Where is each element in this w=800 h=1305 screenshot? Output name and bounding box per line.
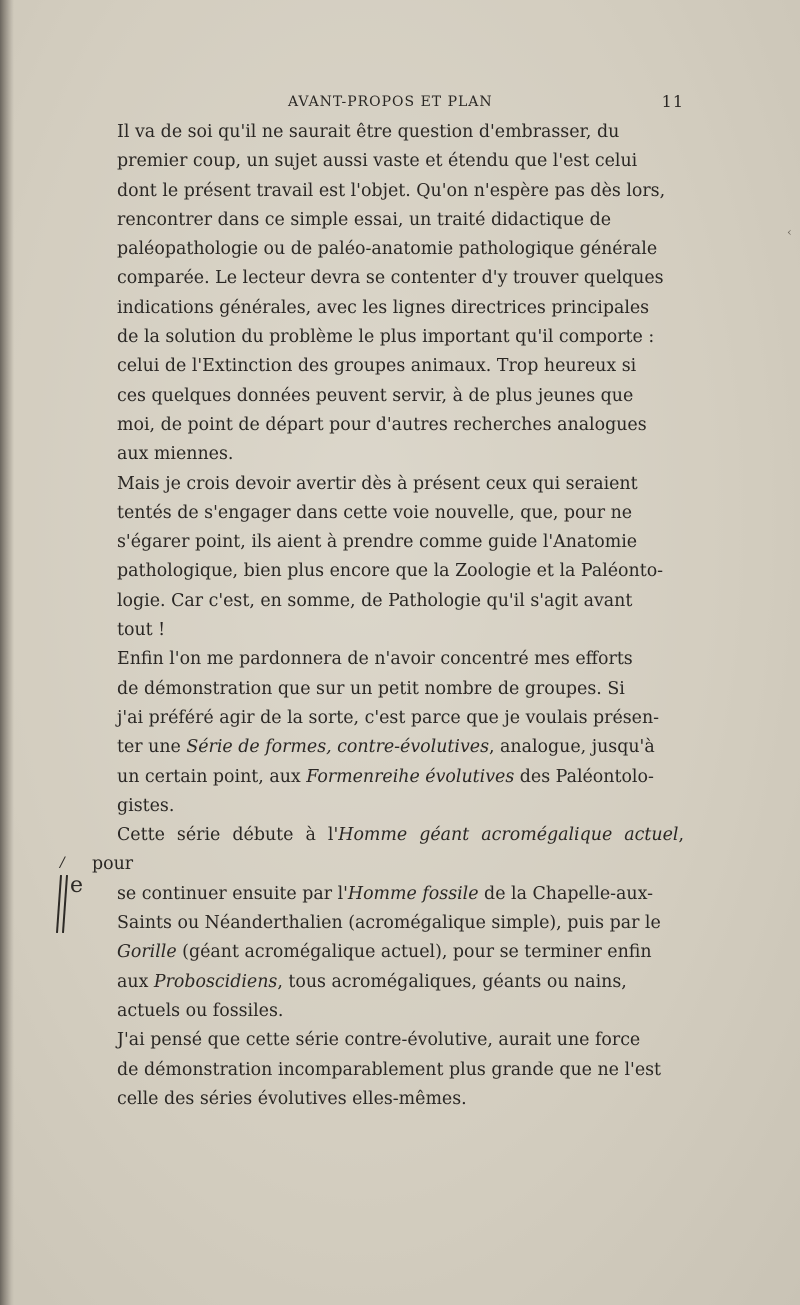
text-line: de démonstration incomparablement plus grande que ne l'est — [117, 1059, 662, 1080]
italic-term: Formenreihe évolutives — [306, 766, 515, 787]
text-line: Enfin l'on me pardonnera de n'avoir concentré mes efforts — [117, 649, 633, 670]
text-line: J'ai pensé que cette série contre-évolutive, aurait une force — [117, 1030, 641, 1051]
body-text — [92, 118, 684, 1114]
text-line: s'égarer point, ils aient à prendre comme guide l'Anatomie — [117, 532, 638, 553]
margin-handwritten-annotation — [54, 875, 94, 935]
text-run: , pour — [92, 825, 684, 875]
text-line: de la solution du problème le plus important qu'il comporte : — [117, 327, 655, 348]
text-line — [92, 938, 684, 967]
text-run: ter une — [117, 737, 187, 758]
margin-speck: ‹ — [787, 225, 792, 239]
margin-note-letter: e — [70, 873, 84, 898]
text-run: se continuer ensuite par l' — [117, 883, 348, 904]
margin-stroke — [62, 875, 68, 933]
text-line: celui de l'Extinction des groupes animaux. Trop heureux si — [117, 356, 637, 377]
text-line: moi, de point de départ pour d'autres recherches analogues — [117, 414, 647, 435]
text-line: celle des séries évolutives elles-mêmes. — [117, 1088, 467, 1109]
text-line: tentés de s'engager dans cette voie nouvelle, que, pour ne — [117, 502, 633, 523]
italic-term: Proboscidiens — [153, 971, 278, 992]
italic-term: Homme géant acromégalique actuel — [338, 825, 679, 846]
text-line — [92, 733, 684, 762]
text-line — [92, 880, 684, 909]
running-header — [92, 92, 684, 116]
text-line: premier coup, un sujet aussi vaste et étendu que l'est celui — [117, 151, 638, 172]
text-line: pathologique, bien plus encore que la Zoologie et la Paléonto- — [117, 561, 664, 582]
text-line: Saints ou Néanderthalien (acromégalique simple), puis par le — [117, 913, 661, 934]
text-line: ces quelques données peuvent servir, à de plus jeunes que — [117, 385, 634, 406]
text-line: tout ! — [117, 620, 166, 641]
text-line: gistes. — [117, 795, 175, 816]
paragraph-5 — [92, 1026, 684, 1114]
text-run: un certain point, aux — [117, 766, 307, 787]
text-run: Cette série débute à l' — [117, 825, 339, 846]
italic-term: Gorille — [117, 942, 177, 963]
paragraph-3 — [92, 645, 684, 821]
text-run: , analogue, jusqu'à — [489, 737, 655, 758]
text-line: indications générales, avec les lignes directrices principales — [117, 297, 650, 318]
text-line: comparée. Le lecteur devra se contenter d'y trouver quelques — [117, 268, 664, 289]
text-run: des Paléontolo- — [514, 766, 654, 787]
text-line: de démonstration que sur un petit nombre de groupes. Si — [117, 678, 625, 699]
text-line: Mais je crois devoir avertir dès à présent ceux qui seraient — [117, 473, 638, 494]
paragraph-2 — [92, 470, 684, 646]
text-line — [92, 763, 684, 792]
text-run: (géant acromégalique actuel), pour se terminer enfin — [176, 942, 652, 963]
text-line: rencontrer dans ce simple essai, un traité didactique de — [117, 209, 612, 230]
text-line: logie. Car c'est, en somme, de Pathologie qu'il s'agit avant — [117, 590, 633, 611]
italic-term: Homme fossile — [347, 883, 479, 904]
text-line: Il va de soi qu'il ne saurait être question d'embrasser, du — [117, 122, 620, 142]
text-line — [92, 821, 684, 880]
paragraph-4 — [92, 821, 684, 1026]
page-number: 11 — [661, 92, 684, 111]
text-line: dont le présent travail est l'objet. Qu'on n'espère pas dès lors, — [117, 180, 666, 201]
margin-stroke — [56, 875, 62, 933]
text-run: de la Chapelle-aux- — [478, 883, 654, 904]
paragraph-1 — [92, 118, 684, 470]
text-line: paléopathologie ou de paléo-anatomie pathologique générale — [117, 239, 658, 260]
text-line: j'ai préféré agir de la sorte, c'est parce que je voulais présen- — [117, 707, 660, 728]
text-run: aux — [117, 971, 154, 992]
text-line — [92, 968, 684, 997]
italic-term: Série de formes, contre-évolutives — [186, 737, 489, 758]
text-line: aux miennes. — [117, 444, 234, 465]
margin-tick-mark: / — [60, 855, 65, 871]
text-line: actuels ou fossiles. — [117, 1000, 284, 1021]
text-run: , tous acromégaliques, géants ou nains, — [277, 971, 627, 992]
page-edge-shadow — [0, 0, 14, 1305]
header-title: AVANT-PROPOS ET PLAN — [288, 94, 493, 110]
